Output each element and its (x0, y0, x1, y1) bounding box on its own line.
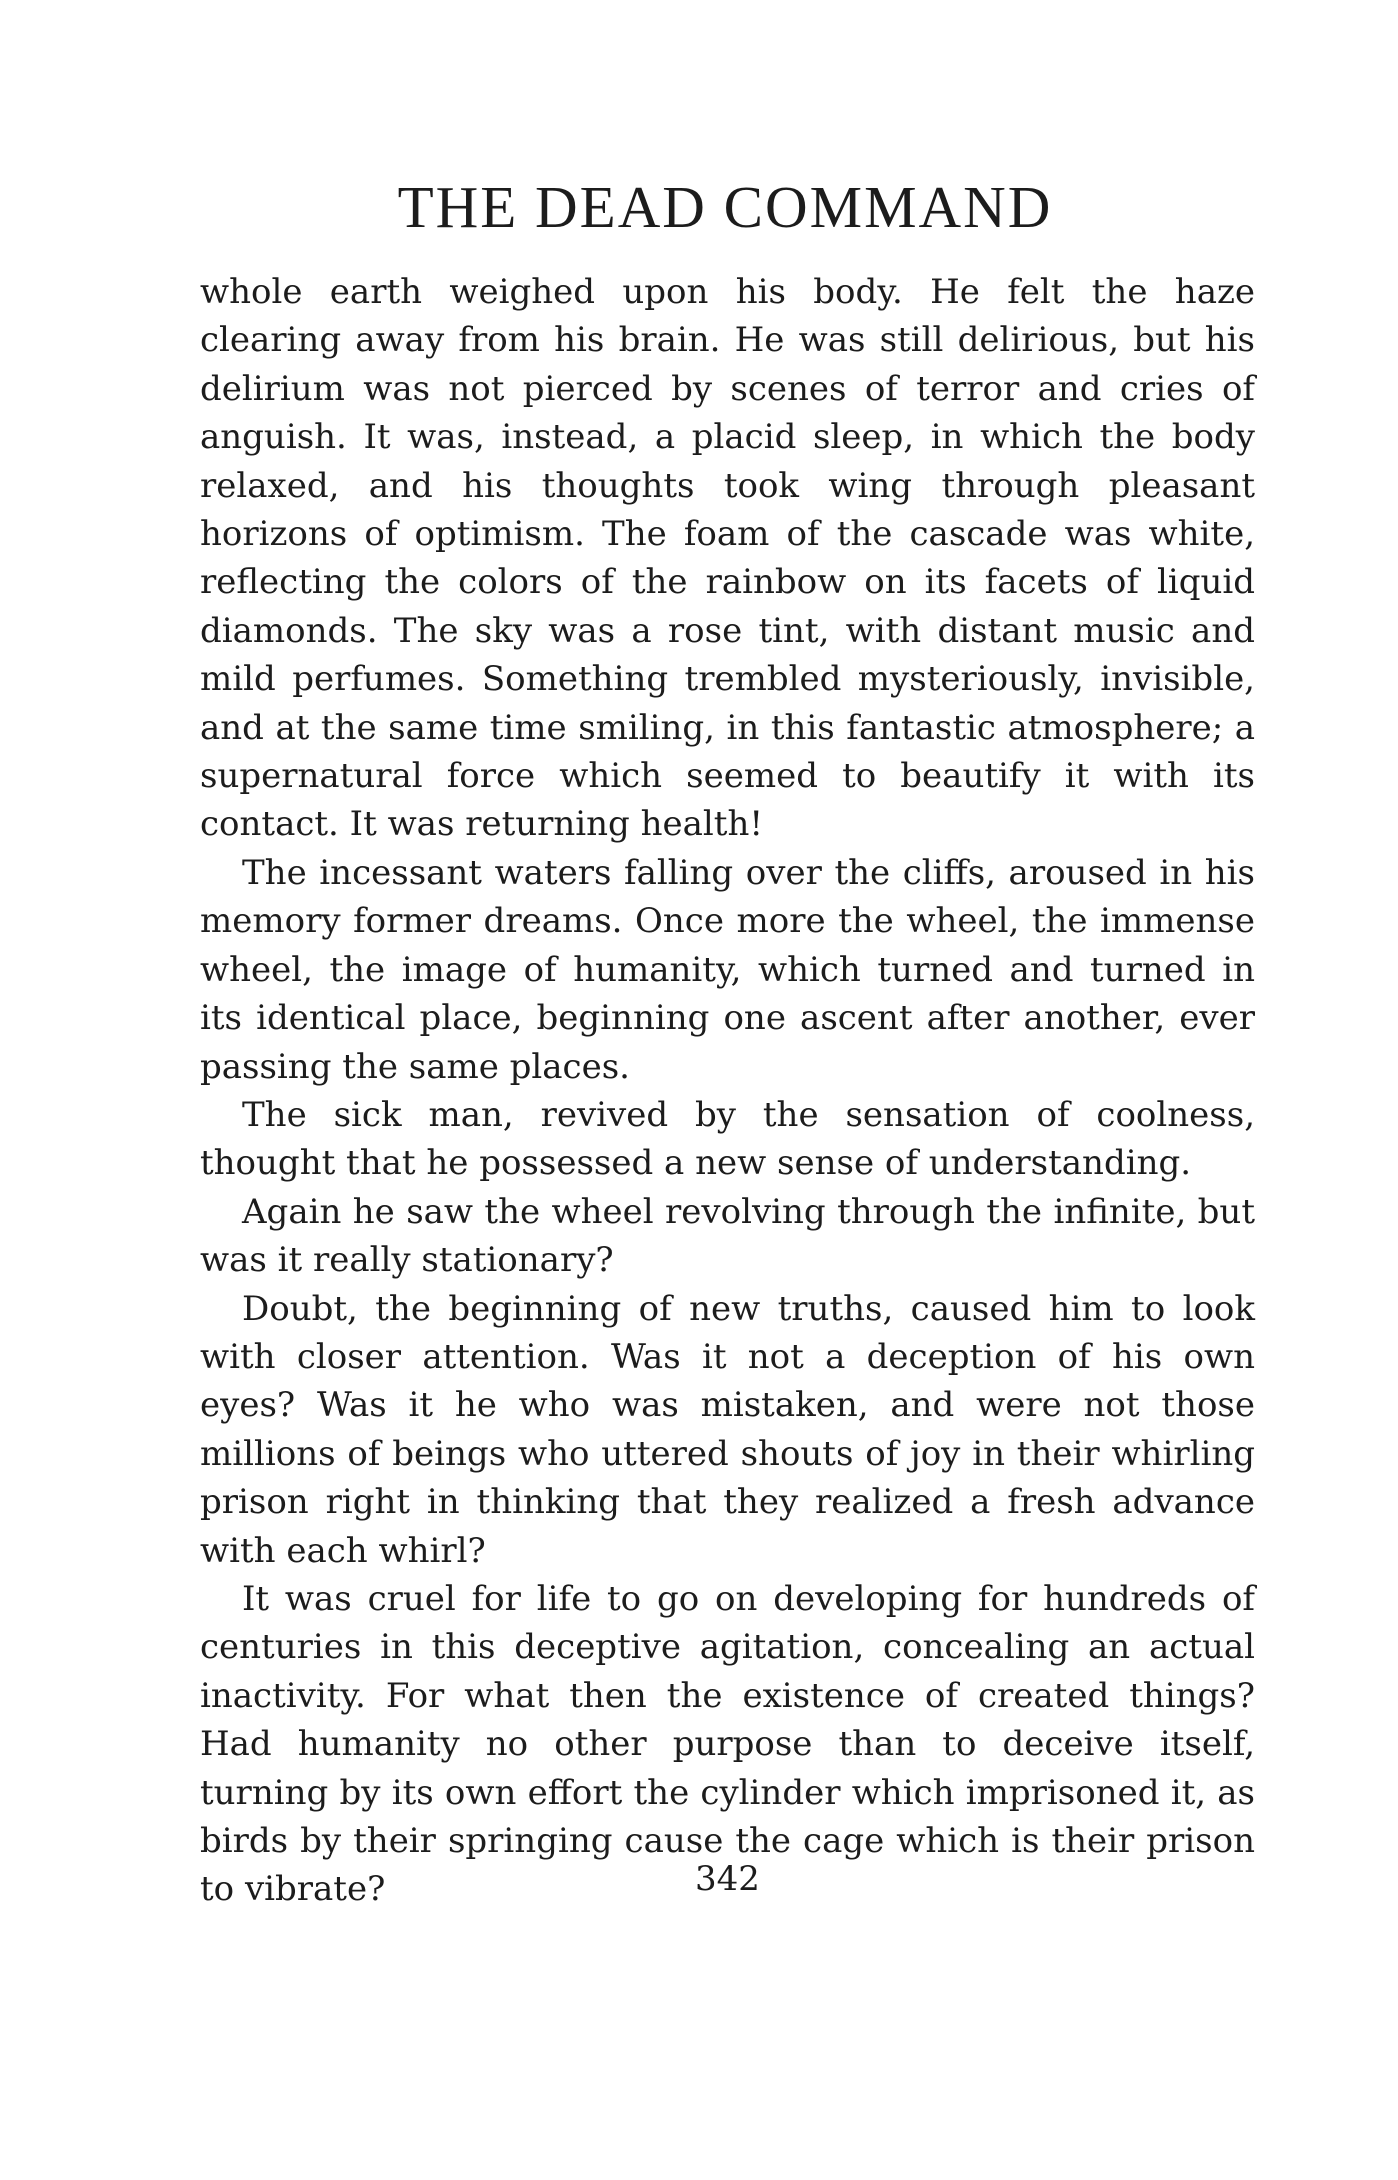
paragraph: Again he saw the wheel revolving through the infinite, but was it really stationary? (200, 1191, 1255, 1281)
body-text (200, 268, 1255, 1914)
paragraph: Doubt, the beginning of new truths, caused him to look with closer attention. Was it not a deception of his own eyes? Was it he who was mistaken, and were not those millions of beings who uttered shouts of joy in their whirling prison right in thinking that they realized a fresh advance with each whirl? (200, 1288, 1255, 1571)
running-head: THE DEAD COMMAND (397, 174, 1053, 240)
paragraph: whole earth weighed upon his body. He felt the haze clearing away from his brain. He was still delirious, but his delirium was not pierced by scenes of terror and cries of anguish. It was, instead, a placid sleep, in which the body relaxed, and his thoughts took wing through pleasant horizons of optimism. The foam of the cascade was white, reflecting the colors of the rainbow on its facets of liquid diamonds. The sky was a rose tint, with distant music and mild perfumes. Something trembled mysteriously, invisible, and at the same time smiling, in this fantastic atmosphere; a supernatural force which seemed to beautify it with its contact. It was returning health! (200, 272, 1255, 845)
page-number: 342 (695, 1859, 760, 1899)
paragraph: The sick man, revived by the sensation of coolness, thought that he possessed a new sense of understanding. (200, 1094, 1255, 1184)
paragraph: The incessant waters falling over the cliffs, aroused in his memory former dreams. Once more the wheel, the immense wheel, the image of humanity, which turned and turned in its identical place, beginning one ascent after another, ever passing the same places. (200, 852, 1255, 1087)
paragraph: It was cruel for life to go on developing for hundreds of centuries in this deceptive agitation, concealing an actual inactivity. For what then the existence of created things? Had humanity no other purpose than to deceive itself, turning by its own effort the cylinder which imprisoned it, as birds by their springing cause the cage which is their prison to vibrate? (200, 1578, 1255, 1910)
